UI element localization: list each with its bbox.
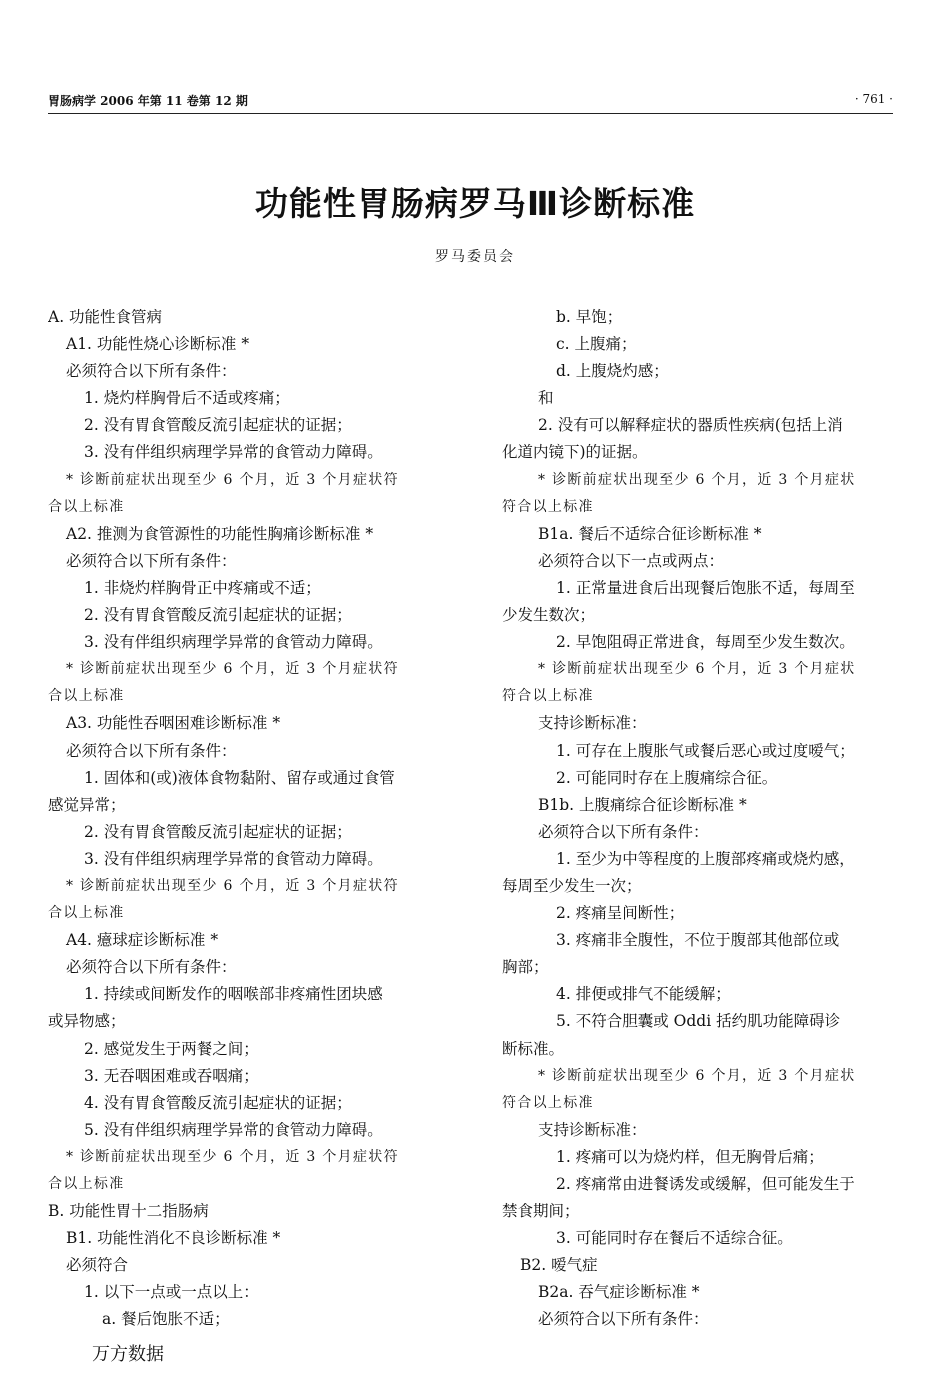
- text-line: 必须符合以下所有条件：: [66, 551, 237, 570]
- left-column: [48, 304, 453, 1334]
- text-line: 2. 疼痛常由进餐诱发或缓解，但可能发生于: [556, 1175, 855, 1193]
- text-line: 必须符合以下所有条件：: [66, 741, 237, 760]
- text-line: 3. 没有伴组织病理学异常的食管动力障碍。: [84, 849, 383, 868]
- text-line: 2. 感觉发生于两餐之间；: [84, 1039, 259, 1058]
- text-line: 1. 至少为中等程度的上腹部疼痛或烧灼感，: [556, 849, 855, 868]
- text-line: A4. 癔球症诊断标准 *: [66, 931, 219, 950]
- text-line: 必须符合以下一点或两点：: [538, 551, 725, 570]
- text-line: 必须符合以下所有条件：: [538, 822, 709, 841]
- text-line: 必须符合: [66, 1256, 129, 1275]
- text-line: 3. 疼痛非全腹性，不位于腹部其他部位或: [556, 931, 840, 950]
- text-line: A1. 功能性烧心诊断标准 *: [66, 335, 250, 354]
- text-line: 和: [538, 389, 554, 408]
- text-line: 支持诊断标准：: [538, 714, 647, 733]
- journal-info: 胃肠病学 2006 年第 11 卷第 12 期: [48, 94, 248, 108]
- text-line: B1a. 餐后不适综合征诊断标准 *: [538, 524, 762, 543]
- text-line: 1. 烧灼样胸骨后不适或疼痛；: [84, 389, 290, 408]
- footnote-line: * 诊断前症状出现至少 6 个月，近 3 个月症状符: [66, 877, 399, 894]
- text-line: 胸部；: [502, 958, 549, 977]
- text-line: 1. 非烧灼样胸骨正中疼痛或不适；: [84, 578, 321, 597]
- footnote-line: 合以上标准: [48, 498, 125, 515]
- footnote-line: * 诊断前症状出现至少 6 个月，近 3 个月症状: [538, 1067, 856, 1084]
- text-line: 2. 早饱阻碍正常进食，每周至少发生数次。: [556, 633, 855, 652]
- text-line: 3. 可能同时存在餐后不适综合征。: [556, 1229, 793, 1248]
- right-column: [502, 304, 907, 1334]
- text-line: 4. 排便或排气不能缓解；: [556, 985, 731, 1004]
- footnote-line: * 诊断前症状出现至少 6 个月，近 3 个月症状符: [66, 1148, 399, 1165]
- text-line: 2. 没有胃食管酸反流引起症状的证据；: [84, 606, 352, 625]
- text-line: 1. 固体和(或)液体食物黏附、留存或通过食管: [84, 768, 395, 787]
- text-line: 支持诊断标准：: [538, 1120, 647, 1139]
- header-rule: [48, 113, 893, 114]
- footnote-line: 合以上标准: [48, 1176, 125, 1192]
- text-line: 化道内镜下)的证据。: [502, 443, 648, 462]
- text-line: A3. 功能性吞咽困难诊断标准 *: [66, 714, 281, 733]
- text-line: 1. 以下一点或一点以上：: [84, 1283, 259, 1302]
- text-line: 5. 没有伴组织病理学异常的食管动力障碍。: [84, 1120, 383, 1139]
- footnote-line: * 诊断前症状出现至少 6 个月，近 3 个月症状: [538, 661, 856, 678]
- text-line: 1. 正常量进食后出现餐后饱胀不适，每周至: [556, 578, 855, 597]
- text-line: 禁食期间；: [502, 1202, 580, 1221]
- text-line: A. 功能性食管病: [48, 308, 163, 326]
- text-line: B2. 嗳气症: [520, 1256, 598, 1275]
- text-line: 必须符合以下所有条件：: [538, 1310, 709, 1329]
- text-line: 4. 没有胃食管酸反流引起症状的证据；: [84, 1093, 352, 1112]
- text-line: A2. 推测为食管源性的功能性胸痛诊断标准 *: [66, 524, 374, 543]
- text-line: 1. 可存在上腹胀气或餐后恶心或过度嗳气；: [556, 741, 855, 760]
- footer-watermark: 万方数据: [92, 1344, 164, 1365]
- footnote-line: * 诊断前症状出现至少 6 个月，近 3 个月症状: [538, 471, 856, 488]
- text-line: 必须符合以下所有条件：: [66, 362, 237, 381]
- text-line: b. 早饱；: [556, 308, 623, 326]
- text-line: 3. 无吞咽困难或吞咽痛；: [84, 1066, 259, 1085]
- text-line: 3. 没有伴组织病理学异常的食管动力障碍。: [84, 633, 383, 652]
- running-header: [48, 92, 893, 112]
- footnote-line: * 诊断前症状出现至少 6 个月，近 3 个月症状符: [66, 471, 399, 488]
- text-line: 感觉异常；: [48, 795, 126, 814]
- footnote-line: 合以上标准: [48, 688, 125, 705]
- footnote-line: 符合以上标准: [502, 1094, 594, 1111]
- text-line: 2. 没有胃食管酸反流引起症状的证据；: [84, 822, 352, 841]
- paper-title: 功能性胃肠病罗马Ⅲ诊断标准: [254, 184, 696, 223]
- text-line: a. 餐后饱胀不适；: [102, 1310, 230, 1329]
- text-line: 1. 持续或间断发作的咽喉部非疼痛性团块感: [84, 985, 383, 1004]
- text-line: B1. 功能性消化不良诊断标准 *: [66, 1229, 281, 1248]
- text-line: B. 功能性胃十二指肠病: [48, 1202, 209, 1221]
- text-line: B1b. 上腹痛综合征诊断标准 *: [538, 795, 747, 814]
- text-line: 2. 可能同时存在上腹痛综合征。: [556, 768, 778, 787]
- text-line: 3. 没有伴组织病理学异常的食管动力障碍。: [84, 443, 383, 462]
- text-line: 2. 没有可以解释症状的器质性疾病(包括上消: [538, 416, 843, 435]
- text-line: 5. 不符合胆囊或 Oddi 括约肌功能障碍诊: [556, 1012, 841, 1031]
- text-line: c. 上腹痛；: [556, 335, 637, 354]
- page-number: · 761 ·: [854, 92, 893, 106]
- text-line: B2a. 吞气症诊断标准 *: [538, 1283, 700, 1302]
- text-line: 必须符合以下所有条件：: [66, 958, 237, 977]
- footnote-line: 合以上标准: [48, 905, 125, 922]
- text-line: 少发生数次；: [502, 606, 596, 625]
- text-line: 1. 疼痛可以为烧灼样，但无胸骨后痛；: [556, 1147, 824, 1166]
- text-line: 每周至少发生一次；: [502, 876, 642, 895]
- text-line: 2. 没有胃食管酸反流引起症状的证据；: [84, 416, 352, 435]
- footnote-line: * 诊断前症状出现至少 6 个月，近 3 个月症状符: [66, 661, 399, 678]
- paper-author: 罗马委员会: [435, 249, 515, 265]
- text-line: 断标准。: [502, 1039, 565, 1058]
- text-line: 或异物感；: [48, 1012, 126, 1031]
- text-line: d. 上腹烧灼感；: [556, 362, 669, 381]
- footnote-line: 符合以上标准: [502, 498, 594, 515]
- text-line: 2. 疼痛呈间断性；: [556, 904, 685, 923]
- footnote-line: 符合以上标准: [502, 688, 594, 705]
